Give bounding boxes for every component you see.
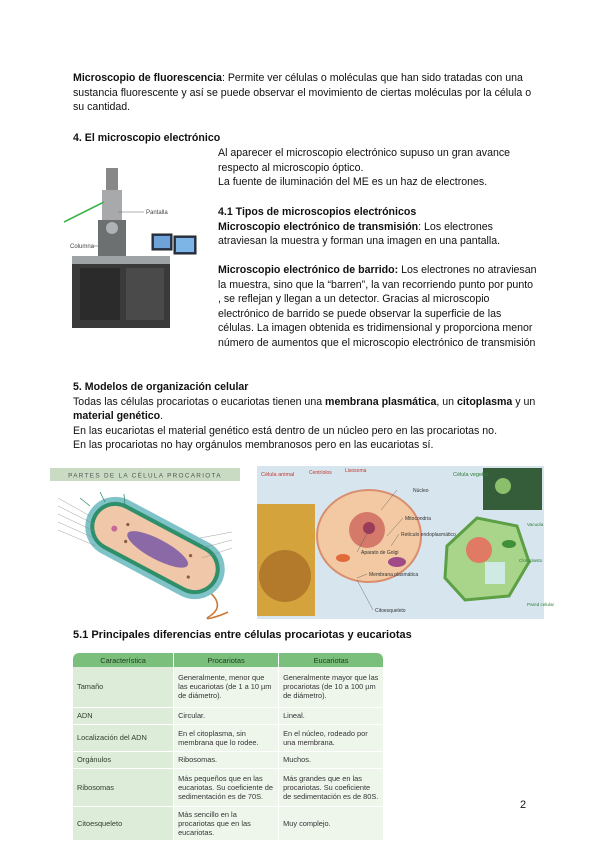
scanning-paragraph	[218, 263, 538, 351]
section-4-intro-line1: Al aparecer el microscopio electrónico supuso un gran avance respecto al microscopio óptico.	[218, 147, 511, 174]
table-cell-feature: Tamaño	[73, 667, 174, 707]
table-cell-feature: Orgánulos	[73, 751, 174, 768]
table-cell-feature: Ribosomas	[73, 768, 174, 806]
table-cell-prokaryote: Ribosomas.	[174, 751, 279, 768]
table-cell-prokaryote: Más sencillo en la procariotas que en las eucariotas.	[174, 806, 279, 840]
eukaryote-cells-image	[257, 466, 555, 619]
animal-golgi	[388, 557, 406, 567]
section-5-title: 5. Modelos de organización celular	[73, 381, 249, 393]
plant-nucleus	[466, 537, 492, 563]
transmission-term: Microscopio electrónico de transmisión	[218, 220, 419, 233]
label-columna: Columna	[70, 244, 95, 250]
fluorescence-term: Microscopio de fluorescencia	[73, 72, 222, 84]
section-4-1	[218, 205, 538, 249]
label-lysosome: Lisosoma	[345, 468, 367, 474]
table-cell-eukaryote: Generalmente mayor que las procariotas (de 10 a 100 µm de diámetro).	[279, 667, 383, 707]
label-cell-wall: Pared celular	[527, 602, 555, 607]
section-4-title: 4. El microscopio electrónico	[73, 132, 221, 144]
fluorescence-text: : Permite ver células o moléculas que han sido tratadas con una sustancia fluorescente y así se puede observar el movimiento de ciertas moléculas por la célula o su cantidad.	[73, 72, 532, 114]
animal-nucleolus	[363, 522, 375, 534]
table-cell-prokaryote: Circular.	[174, 707, 279, 724]
table-row	[73, 707, 383, 724]
differences-table	[73, 653, 383, 841]
section-5-p3: En las procariotas no hay orgánulos membranosos pero en las eucariotas sí.	[73, 439, 434, 452]
microscope-desk-top	[72, 256, 170, 264]
table-row	[73, 667, 383, 707]
label-centrioles: Centríolos	[309, 470, 332, 476]
label-nucleus: Núcleo	[413, 488, 429, 494]
table-row	[73, 724, 383, 751]
label-vacuole: Vacuola	[527, 522, 544, 527]
label-plant-cell: Célula vegetal	[453, 472, 488, 478]
table-cell-prokaryote: En el citoplasma, sin membrana que lo rodee.	[174, 724, 279, 751]
table-row	[73, 806, 383, 840]
microscope-cabinet-right	[126, 268, 164, 320]
plant-vacuole	[485, 562, 505, 584]
section-4-1-title: 4.1 Tipos de microscopios electrónicos	[218, 206, 417, 218]
section-5-1-title: 5.1 Principales diferencias entre células procariotas y eucariotas	[73, 629, 412, 641]
label-membrane: Membrana plasmática	[369, 572, 419, 578]
prok-heading: PARTES DE LA CÉLULA PROCARIOTA	[68, 472, 222, 480]
table-header: Característica	[73, 653, 174, 667]
page-number: 2	[520, 799, 527, 811]
term-material-genetico: material genético	[73, 410, 161, 423]
label-er: Retículo endoplasmático	[401, 532, 456, 538]
p1-text-g: .	[160, 410, 164, 423]
plant-chloroplast	[502, 540, 516, 548]
scanning-term: Microscopio electrónico de barrido:	[218, 264, 399, 276]
animal-mitochondria	[336, 554, 350, 562]
micrograph-plant-chloroplast	[495, 478, 511, 494]
term-citoplasma: citoplasma	[456, 395, 513, 408]
fluorescence-paragraph	[73, 71, 533, 115]
label-pantalla: Pantalla	[146, 210, 168, 216]
table-header: Procariotas	[174, 653, 279, 667]
transmission-text: : Los electrones atraviesan la muestra y forman una imagen en una pantalla.	[218, 220, 501, 248]
p1-text-c: , un	[436, 395, 457, 408]
microscope-cabinet	[80, 268, 120, 320]
table-cell-feature: ADN	[73, 707, 174, 724]
micrograph-nucleus	[259, 550, 311, 602]
label-cytoskeleton: Citoesqueleto	[375, 608, 406, 614]
table-header: Eucariotas	[279, 653, 383, 667]
microscope-column-top	[106, 168, 118, 190]
table-cell-eukaryote: En el núcleo, rodeado por una membrana.	[279, 724, 383, 751]
term-membrana: membrana plasmática	[325, 395, 437, 408]
microscope-port	[106, 222, 118, 234]
table-cell-prokaryote: Generalmente, menor que las eucariotas (de 1 a 10 µm de diámetro).	[174, 667, 279, 707]
table-cell-prokaryote: Más pequeños que en las eucariotas. Su coeficiente de sedimentación es de 70S.	[174, 768, 279, 806]
micrograph-plant	[483, 468, 542, 510]
table-cell-eukaryote: Muy complejo.	[279, 806, 383, 840]
section-4-intro	[218, 146, 538, 190]
microscope-column-mid	[102, 190, 122, 220]
label-animal-cell: Célula animal	[261, 472, 295, 478]
table-cell-eukaryote: Más grandes que en las procariotas. Su coeficiente de sedimentación es de 80S.	[279, 768, 383, 806]
table-cell-feature: Citoesqueleto	[73, 806, 174, 840]
table-cell-eukaryote: Muchos.	[279, 751, 383, 768]
monitor-left-screen	[154, 236, 170, 248]
label-golgi: Aparato de Golgi	[361, 550, 399, 556]
scanning-text: Los electrones no atraviesan la muestra, sino que la “barren”, la van recorriendo punto por punto , se reflejan y llegan a un detector. Gracias al microscopio electrónico de barrido se puede observar la superficie de las células. La imagen obtenida es tridimensional y proporciona menor número de aumentos que el microscopio electrónico de transmisión	[218, 264, 537, 349]
p1-text-e: y un	[512, 395, 536, 408]
label-chloroplast: Cloroplasto	[519, 558, 543, 563]
beam-pointer	[64, 202, 104, 222]
monitor-right-screen	[176, 238, 194, 252]
section-4-intro-line2: La fuente de iluminación del ME es un haz de electrones.	[218, 176, 488, 189]
table-row	[73, 768, 383, 806]
label-mitochondria: Mitocondria	[405, 516, 431, 522]
transmission-paragraph	[218, 220, 538, 249]
section-5	[73, 380, 543, 453]
table-cell-eukaryote: Lineal.	[279, 707, 383, 724]
prokaryote-cell-image	[50, 466, 240, 622]
table-header-row	[73, 653, 383, 667]
p1-text-a: Todas las células procariotas o eucariotas tienen una	[73, 395, 326, 408]
table-cell-feature: Localización del ADN	[73, 724, 174, 751]
section-5-p2: En las eucariotas el material genético está dentro de un núcleo pero en las procariotas no.	[73, 424, 498, 437]
table-row	[73, 751, 383, 768]
section-5-p1	[73, 395, 543, 424]
electron-microscope-image	[60, 160, 210, 338]
